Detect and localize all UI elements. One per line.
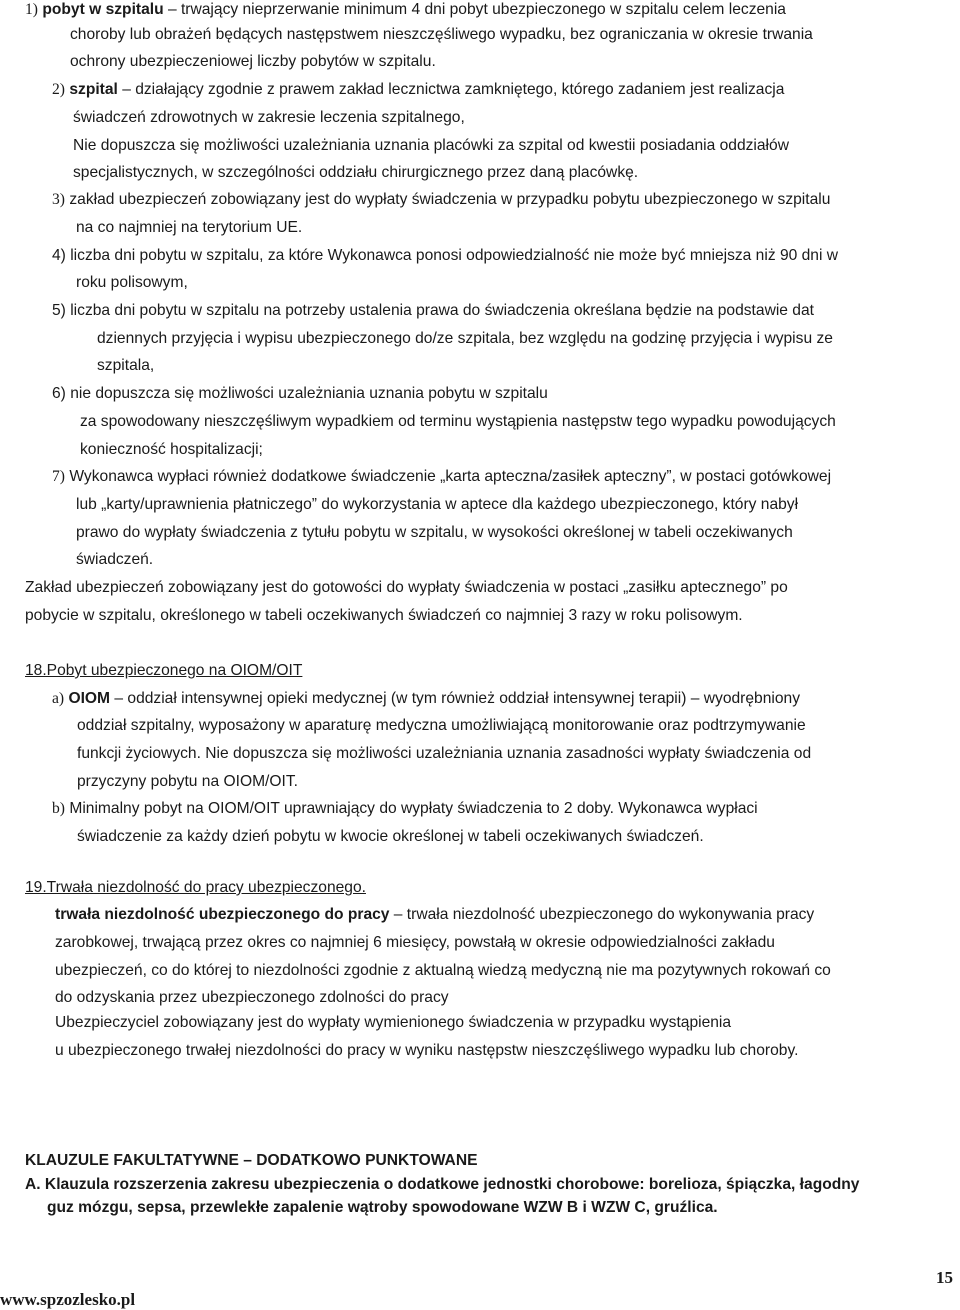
section-19-line-1: trwała niezdolność ubezpieczonego do pracy – trwała niezdolność ubezpieczonego do wykonywania pracy — [55, 906, 815, 923]
section-18-a-line-4: przyczyny pobytu na OIOM/OIT. — [77, 773, 298, 790]
klauzule-a-line-1: A. Klauzula rozszerzenia zakresu ubezpieczenia o dodatkowe jednostki chorobowe: borelioza, śpiączka, łagodny — [25, 1176, 860, 1193]
item-number: 4) — [52, 247, 66, 264]
section-18-a-line-2: oddział szpitalny, wyposażony w aparaturę medyczna umożliwiającą monitorowanie oraz podtrzymywanie — [77, 717, 806, 734]
item-5-line-3: szpitala, — [97, 357, 155, 374]
term: OIOM — [68, 690, 111, 707]
term: pobyt w szpitalu — [42, 1, 164, 18]
section-18-b-line-1: b) Minimalny pobyt na OIOM/OIT uprawniający do wypłaty świadczenia to 2 doby. Wykonawca wypłaci — [52, 800, 758, 817]
item-6-line-1: 6) nie dopuszcza się możliwości uzależniania uznania pobytu w szpitalu — [52, 385, 548, 402]
section-19-line-4: do odzyskania przez ubezpieczonego zdolności do pracy — [55, 989, 449, 1006]
section-19-line-6: u ubezpieczonego trwałej niezdolności do pracy w wyniku następstw nieszczęśliwego wypadku lub choroby. — [55, 1042, 799, 1059]
item-number: 2) — [52, 81, 65, 98]
item-5-line-2: dziennych przyjęcia i wypisu ubezpieczonego do/ze szpitala, bez względu na godzinę przyjęcia i wypisu ze — [97, 330, 833, 347]
zaklad-line-2: pobycie w szpitalu, określonego w tabeli oczekiwanych świadczeń co najmniej 3 razy w roku polisowym. — [25, 607, 743, 624]
item-1-line-2: choroby lub obrażeń będących następstwem nieszczęśliwego wypadku, bez ograniczania w okresie trwania — [70, 26, 813, 43]
item-4-line-2: roku polisowym, — [76, 274, 188, 291]
item-2-line-1: 2) szpital – działający zgodnie z prawem zakład lecznictwa zamkniętego, którego zadaniem jest realizacja — [52, 81, 785, 98]
item-7-line-2: lub „karty/uprawnienia płatniczego” do wykorzystania w aptece dla każdego ubezpieczonego, który nabył — [76, 496, 799, 513]
page-number: 15 — [936, 1268, 953, 1287]
item-7-line-4: świadczeń. — [76, 551, 154, 568]
item-1-line-1: 1) pobyt w szpitalu – trwający nieprzerwanie minimum 4 dni pobyt ubezpieczonego w szpitalu celem leczenia — [25, 1, 786, 18]
klauzule-a-line-2: guz mózgu, sepsa, przewlekłe zapalenie wątroby spowodowane WZW B i WZW C, gruźlica. — [47, 1199, 718, 1216]
item-2-line-4: specjalistycznych, w szczególności oddziału chirurgicznego przez daną placówkę. — [73, 164, 639, 181]
item-number: 6) — [52, 385, 66, 402]
section-18-a-line-1: a) OIOM – oddział intensywnej opieki medycznej (w tym również oddział intensywnej terapii) – wyodrębniony — [52, 690, 800, 707]
item-3-line-1: 3) zakład ubezpieczeń zobowiązany jest do wypłaty świadczenia w przypadku pobytu ubezpieczonego w szpitalu — [52, 191, 831, 208]
section-19-line-2: zarobkowej, trwającą przez okres co najmniej 6 miesięcy, powstałą w okresie odpowiedzialności zakładu — [55, 934, 775, 951]
zaklad-line-1: Zakład ubezpieczeń zobowiązany jest do gotowości do wypłaty świadczenia w postaci „zasiłku aptecznego” po — [25, 579, 788, 596]
item-number: 5) — [52, 302, 66, 319]
section-18-b-line-2: świadczenie za każdy dzień pobytu w kwocie określonej w tabeli oczekiwanych świadczeń. — [77, 828, 704, 845]
klauzule-heading: KLAUZULE FAKULTATYWNE – DODATKOWO PUNKTOWANE — [25, 1152, 478, 1169]
item-number: 1) — [25, 1, 38, 18]
item-2-line-3: Nie dopuszcza się możliwości uzależniania uznania placówki za szpital od kwestii posiadania oddziałów — [73, 137, 789, 154]
item-4-line-1: 4) liczba dni pobytu w szpitalu, za które Wykonawca ponosi odpowiedzialność nie może być mniejsza niż 90 dni w — [52, 247, 839, 264]
section-19-line-5: Ubezpieczyciel zobowiązany jest do wypłaty wymienionego świadczenia w przypadku wystąpienia — [55, 1014, 732, 1031]
item-7-line-3: prawo do wypłaty świadczenia z tytułu pobytu w szpitalu, w wysokości określonej w tabeli oczekiwanych — [76, 524, 793, 541]
item-letter: b) — [52, 800, 65, 817]
footer-url: www.spzozlesko.pl — [0, 1290, 136, 1309]
item-3-line-2: na co najmniej na terytorium UE. — [76, 219, 303, 236]
item-6-line-3: konieczność hospitalizacji; — [80, 441, 263, 458]
item-1-line-3: ochrony ubezpieczeniowej liczby pobytów w szpitalu. — [70, 53, 436, 70]
section-19-heading: 19.Trwała niezdolność do pracy ubezpieczonego. — [25, 879, 366, 896]
section-18-heading: 18.Pobyt ubezpieczonego na OIOM/OIT — [25, 662, 303, 679]
item-6-line-2: za spowodowany nieszczęśliwym wypadkiem od terminu wystąpienia następstw tego wypadku powodujących — [80, 413, 836, 430]
item-5-line-1: 5) liczba dni pobytu w szpitalu na potrzeby ustalenia prawa do świadczenia określana będzie na podstawie dat — [52, 302, 814, 319]
item-number: 3) — [52, 191, 65, 208]
term: szpital — [69, 81, 118, 98]
item-letter: a) — [52, 690, 65, 707]
item-2-line-2: świadczeń zdrowotnych w zakresie leczenia szpitalnego, — [73, 109, 465, 126]
item-7-line-1: 7) Wykonawca wypłaci również dodatkowe świadczenie „karta apteczna/zasiłek apteczny”, w postaci gotówkowej — [52, 468, 832, 485]
section-18-a-line-3: funkcji życiowych. Nie dopuszcza się możliwości uzależniania uznania zasadności wypłaty świadczenia od — [77, 745, 812, 762]
section-19-line-3: ubezpieczeń, co do której to niezdolności zgodnie z aktualną wiedzą medyczną nie ma pozytywnych rokowań co — [55, 962, 831, 979]
term: trwała niezdolność ubezpieczonego do pracy — [55, 906, 390, 923]
item-number: 7) — [52, 468, 65, 485]
